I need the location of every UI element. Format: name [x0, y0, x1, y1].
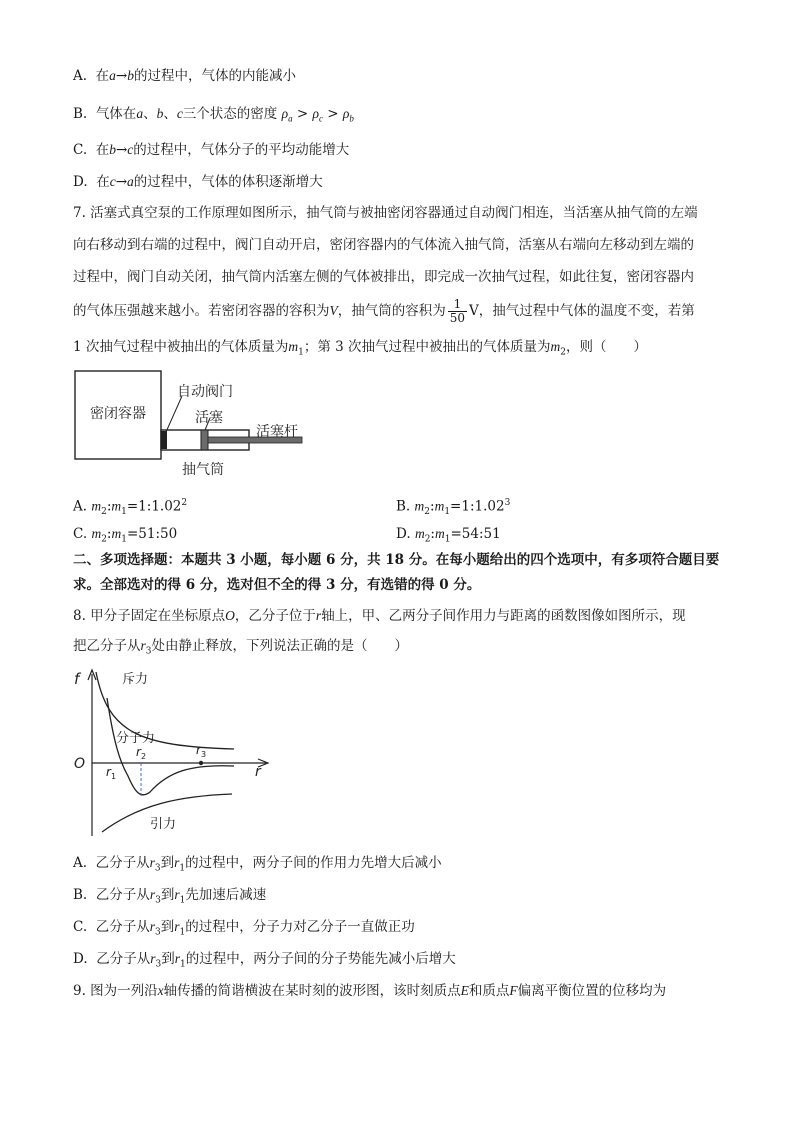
arrow: → — [115, 68, 128, 84]
text: 乙分子从 — [95, 919, 150, 935]
sub: 3 — [145, 646, 152, 657]
attraction-label: 引力 — [150, 817, 177, 832]
text: 的过程中，气体分子的平均动能增大 — [133, 142, 350, 158]
repulsion-label: 斥力 — [122, 672, 149, 687]
var-e: E — [460, 983, 469, 998]
q7-line-2: 向右移动到右端的过程中，阀门自动开启，密闭容器内的气体流入抽气筒，活塞从右端向左移动到左端的 — [73, 237, 694, 253]
colon: : — [430, 526, 435, 542]
option-label: C. — [73, 919, 88, 935]
r3-label — [196, 743, 206, 759]
text: ，则（ ） — [566, 339, 648, 355]
text: 气体在 — [95, 106, 137, 122]
var: b — [156, 106, 164, 121]
text: 到 — [160, 887, 175, 903]
text: 的气体压强越来越小。若密闭容器的容积为 — [73, 303, 330, 319]
text: 、 — [163, 106, 177, 122]
var-r: r — [174, 887, 180, 902]
r3-sub: 3 — [200, 750, 207, 759]
var-m: m — [288, 339, 299, 354]
sup: 3 — [504, 498, 511, 508]
option-label: A. — [73, 498, 88, 515]
q8-line-1 — [73, 606, 686, 626]
text: 的过程中，两分子间的分子势能先减小后增大 — [185, 951, 456, 967]
sub: 1 — [179, 927, 186, 938]
fraction — [448, 298, 467, 325]
valve-block — [161, 431, 167, 449]
sub: 2 — [424, 507, 430, 518]
var-m: m — [111, 526, 122, 541]
r1-sub: 1 — [110, 772, 117, 781]
denominator: 50 — [449, 311, 466, 325]
var-m: m — [434, 526, 445, 541]
q6-option-c — [73, 140, 349, 160]
var: c — [127, 142, 134, 157]
text: 在 — [95, 68, 110, 84]
text: ；第 3 次抽气过程中被抽出的气体质量为 — [303, 339, 551, 355]
sub: 1 — [298, 347, 304, 358]
q8-option-b — [73, 885, 266, 911]
section2-heading-line-1: 二、多项选择题：本题共 3 小题，每小题 6 分，共 18 分。在每小题给出的四个选项中，有多项符合题目要 — [73, 552, 720, 568]
var-r: r — [315, 608, 322, 623]
text: 乙分子从 — [96, 951, 151, 967]
piston-label: 活塞 — [195, 410, 223, 426]
var-r: r — [149, 919, 155, 934]
var-r: r — [174, 855, 180, 870]
text: 乙分子从 — [95, 855, 150, 871]
text: 到 — [161, 951, 175, 967]
r2-sub: 2 — [140, 752, 147, 761]
colon: : — [106, 498, 112, 515]
var-f: F — [509, 983, 518, 998]
option-label: A. — [73, 68, 88, 84]
f-label: f — [74, 670, 80, 688]
ratio: =51:50 — [126, 526, 178, 542]
container-label: 密闭容器 — [90, 406, 146, 422]
option-label: B. — [396, 498, 411, 515]
sub: 2 — [101, 507, 107, 518]
arrow: → — [115, 174, 128, 190]
q7-option-a — [73, 493, 187, 522]
gt: > — [322, 106, 343, 122]
q7-line-1: 7. 活塞式真空泵的工作原理如图所示，抽气筒与被抽密闭容器通过自动阀门相连，当活塞从抽气筒的左端 — [73, 205, 698, 221]
var: a — [109, 68, 116, 83]
sub: b — [349, 113, 354, 124]
var-r: r — [150, 951, 156, 966]
sub: 1 — [180, 959, 186, 970]
option-label: D. — [73, 951, 88, 967]
sub: 1 — [444, 534, 451, 545]
var-m: m — [91, 526, 102, 541]
var: a — [136, 106, 144, 121]
text: 到 — [160, 855, 175, 871]
var: c — [176, 106, 183, 121]
q7-line-5 — [73, 337, 647, 363]
q8-line-2 — [73, 636, 408, 662]
text: ，抽气过程中气体的温度不变，若第 — [478, 303, 695, 319]
q8-option-c — [73, 917, 415, 943]
rod-label: 活塞杆 — [256, 424, 298, 440]
r2-label — [136, 745, 146, 761]
r3-point — [199, 761, 203, 765]
ratio: =54:51 — [450, 526, 501, 542]
text: 三个状态的密度 — [182, 106, 278, 122]
q6-option-b — [73, 104, 354, 129]
sub: 1 — [179, 863, 186, 874]
var-r: r — [140, 638, 146, 653]
text: 轴传播的简谐横波在某时刻的波形图，该时刻质点 — [163, 983, 461, 999]
r-axis-label: r — [255, 764, 261, 780]
var-m: m — [91, 498, 102, 514]
option-label: B. — [73, 887, 88, 903]
text: 在 — [96, 174, 110, 190]
text: 偏离平衡位置的位移均为 — [517, 983, 667, 999]
molecular-force-label: 分子力 — [116, 731, 156, 746]
sub: 3 — [155, 959, 162, 970]
r1-label — [106, 765, 116, 781]
q7-line-4 — [73, 296, 695, 326]
origin-label: O — [74, 756, 86, 772]
text: 乙分子从 — [95, 887, 150, 903]
rho: ρ — [342, 106, 350, 121]
var-m: m — [414, 498, 425, 514]
numerator: 1 — [448, 298, 467, 312]
text: 的过程中，分子力对乙分子一直做正功 — [185, 919, 415, 935]
option-label: D. — [396, 526, 411, 542]
molecular-force-curve — [107, 698, 234, 795]
var-m: m — [434, 498, 445, 514]
text: ，乙分子位于 — [234, 608, 316, 624]
molecular-force-graph — [70, 664, 280, 844]
sub: 2 — [560, 347, 567, 358]
sub: 2 — [424, 534, 431, 545]
option-label: D. — [73, 174, 88, 190]
sub: 1 — [121, 534, 127, 545]
q7-option-d — [396, 524, 501, 550]
sup: 2 — [181, 498, 188, 508]
sub: 3 — [155, 927, 161, 938]
r1-var: r — [106, 765, 111, 779]
colon: : — [430, 498, 435, 515]
var-m: m — [414, 526, 425, 541]
valve-label: 自动阀门 — [177, 384, 233, 400]
text: 8. 甲分子固定在坐标原点 — [73, 608, 226, 624]
text: 和质点 — [468, 983, 510, 999]
sub: 1 — [121, 507, 127, 518]
var-v: V — [329, 303, 338, 318]
option-label: A. — [73, 855, 88, 871]
var-r: r — [149, 855, 155, 870]
text: ，抽气筒的容积为 — [337, 303, 446, 319]
piston-block — [201, 430, 208, 450]
q8-option-a — [73, 853, 442, 879]
var-m: m — [550, 339, 561, 354]
var-v: V — [469, 303, 479, 319]
q7-option-b — [396, 493, 510, 522]
rho: ρ — [281, 106, 289, 121]
var: b — [127, 68, 134, 83]
ratio: =1:1.02 — [126, 498, 182, 515]
valve-leader — [166, 396, 182, 432]
colon: : — [106, 526, 112, 542]
var-m: m — [111, 498, 122, 514]
sub: c — [318, 113, 323, 124]
q7-line-3: 过程中，阀门自动关闭，抽气筒内活塞左侧的气体被排出，即完成一次抽气过程，如此往复，密闭容器内 — [73, 269, 694, 285]
q6-option-d — [73, 172, 323, 192]
sub: 1 — [179, 895, 186, 906]
var-r: r — [149, 887, 156, 902]
sub: a — [288, 113, 293, 124]
text: 、 — [143, 106, 157, 122]
text: 的过程中，气体的内能减小 — [133, 68, 296, 84]
sub: 3 — [155, 895, 161, 906]
option-label: B. — [73, 106, 88, 122]
gt: > — [292, 106, 313, 122]
var: b — [109, 142, 116, 157]
text: 到 — [160, 919, 175, 935]
var: a — [127, 174, 134, 189]
sub: 2 — [101, 534, 107, 545]
var-r: r — [174, 919, 180, 934]
r3-var: r — [196, 743, 201, 757]
ratio: =1:1.02 — [450, 498, 505, 515]
text: 处由静止释放，下列说法正确的是（ ） — [151, 638, 408, 654]
text: 先加速后减速 — [185, 887, 267, 903]
text: 把乙分子从 — [73, 638, 141, 654]
q7-option-c — [73, 524, 177, 550]
arrow: → — [115, 142, 128, 158]
text: 在 — [95, 142, 110, 158]
text: 1 次抽气过程中被抽出的气体质量为 — [73, 339, 289, 355]
var-r: r — [174, 951, 180, 966]
q9-line-1 — [73, 981, 666, 1001]
text: 的过程中，气体的体积逐渐增大 — [133, 174, 323, 190]
option-label: C. — [73, 142, 88, 158]
option-label: C. — [73, 526, 88, 542]
text: 9. 图为一列沿 — [73, 983, 158, 999]
var-o: O — [225, 608, 235, 623]
cylinder-label: 抽气筒 — [182, 462, 224, 478]
text: 轴上，甲、乙两分子间作用力与距离的函数图像如图所示，现 — [321, 608, 686, 624]
rho: ρ — [312, 106, 319, 121]
var-x: x — [157, 983, 164, 998]
var: c — [109, 174, 116, 189]
section2-heading-line-2: 求。全部选对的得 6 分，选对但不全的得 3 分，有选错的得 0 分。 — [73, 577, 481, 593]
vacuum-pump-diagram — [70, 366, 320, 484]
q8-option-d — [73, 949, 456, 975]
sub: 3 — [154, 863, 161, 874]
sub: 1 — [444, 507, 451, 518]
text: 的过程中，两分子间的作用力先增大后减小 — [185, 855, 442, 871]
r2-var: r — [136, 745, 141, 759]
q6-option-a — [73, 66, 296, 86]
